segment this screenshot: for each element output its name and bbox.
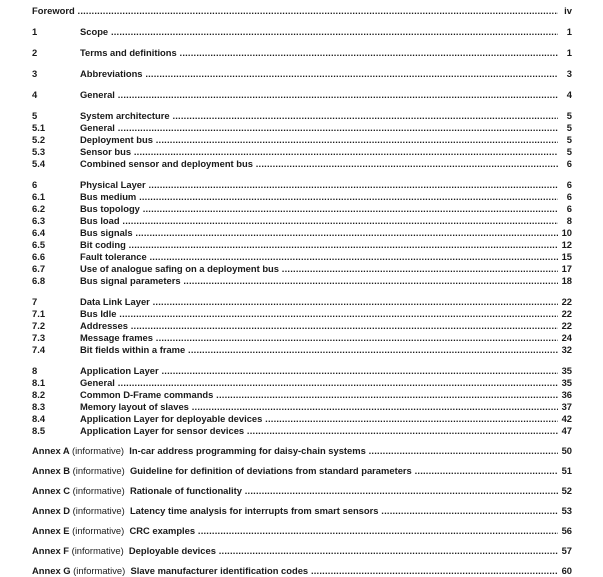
- toc-page: 3: [566, 68, 572, 79]
- toc-entry-5-1[interactable]: [32, 122, 572, 134]
- toc-title: Use of analogue safing on a deployment bus: [80, 263, 279, 274]
- toc-page: 47: [561, 425, 572, 436]
- toc-page: 32: [561, 344, 572, 355]
- annex-label: Annex B: [32, 465, 71, 476]
- toc-number: 4: [32, 89, 38, 100]
- toc-number: 7.3: [32, 332, 46, 343]
- toc-entry-annex-g[interactable]: [32, 565, 572, 577]
- table-of-contents: [32, 5, 572, 577]
- toc-title: Guideline for definition of deviations from standard parameters: [129, 465, 412, 476]
- annex-label: Annex A: [32, 445, 70, 456]
- annex-informative: (informative): [72, 465, 125, 476]
- toc-number: 8.3: [32, 401, 46, 412]
- annex-label: Annex C: [32, 485, 71, 496]
- annex-label: Annex G: [32, 565, 71, 576]
- toc-number: 5.3: [32, 146, 46, 157]
- toc-page: 10: [561, 227, 572, 238]
- toc-page: 42: [561, 413, 572, 424]
- toc-title: Foreword: [32, 5, 75, 16]
- toc-title: Abbreviations: [80, 68, 143, 79]
- toc-page: 53: [561, 505, 572, 516]
- toc-entry-annex-d[interactable]: [32, 505, 572, 517]
- toc-number: 5.1: [32, 122, 46, 133]
- annex-label: Annex F: [32, 545, 69, 556]
- toc-entry-6-5[interactable]: [32, 239, 572, 251]
- toc-number: 8.4: [32, 413, 46, 424]
- toc-page: 35: [561, 377, 572, 388]
- toc-number: 6.7: [32, 263, 46, 274]
- toc-title: Common D-Frame commands: [80, 389, 214, 400]
- toc-page: 36: [561, 389, 572, 400]
- toc-entry-1[interactable]: [32, 26, 572, 38]
- toc-page: 6: [566, 179, 572, 190]
- toc-entry-8[interactable]: [32, 365, 572, 377]
- toc-number: 2: [32, 47, 38, 58]
- toc-entry-7-2[interactable]: [32, 320, 572, 332]
- toc-entry-6[interactable]: [32, 179, 572, 191]
- toc-entry-5-3[interactable]: [32, 146, 572, 158]
- toc-title: General: [80, 377, 115, 388]
- annex-informative: (informative): [72, 525, 125, 536]
- toc-title: Rationale of functionality: [129, 485, 242, 496]
- toc-entry-6-8[interactable]: [32, 275, 572, 287]
- toc-title: Bus medium: [80, 191, 137, 202]
- toc-entry-5-4[interactable]: [32, 158, 572, 170]
- toc-entry-7-3[interactable]: [32, 332, 572, 344]
- annex-informative: (informative): [71, 545, 124, 556]
- toc-number: 7.1: [32, 308, 46, 319]
- toc-number: 1: [32, 26, 38, 37]
- toc-title: Bus signals: [80, 227, 133, 238]
- toc-title: Latency time analysis for interrupts from smart sensors: [129, 505, 379, 516]
- toc-page: 18: [561, 275, 572, 286]
- toc-page: 4: [566, 89, 572, 100]
- toc-entry-annex-c[interactable]: [32, 485, 572, 497]
- toc-entry-8-2[interactable]: [32, 389, 572, 401]
- toc-entry-7-4[interactable]: [32, 344, 572, 356]
- annex-informative: (informative): [72, 485, 125, 496]
- toc-title: Application Layer for deployable devices: [80, 413, 263, 424]
- toc-page: 6: [566, 158, 572, 169]
- toc-page: 60: [561, 565, 572, 576]
- toc-number: 6.3: [32, 215, 46, 226]
- toc-page: 22: [561, 320, 572, 331]
- toc-number: 5.2: [32, 134, 46, 145]
- toc-title: Combined sensor and deployment bus: [80, 158, 253, 169]
- toc-page: 5: [566, 110, 572, 121]
- toc-title: General: [80, 89, 115, 100]
- toc-title: Deployable devices: [128, 545, 216, 556]
- toc-number: 6.1: [32, 191, 46, 202]
- toc-entry-2[interactable]: [32, 47, 572, 59]
- toc-title: Fault tolerance: [80, 251, 147, 262]
- toc-title: General: [80, 122, 115, 133]
- toc-title: Physical Layer: [80, 179, 146, 190]
- toc-number: 5.4: [32, 158, 46, 169]
- toc-entry-8-4[interactable]: [32, 413, 572, 425]
- toc-page: 1: [566, 26, 572, 37]
- toc-page: iv: [564, 5, 572, 16]
- toc-number: 3: [32, 68, 38, 79]
- toc-entry-7[interactable]: [32, 296, 572, 308]
- toc-entry-annex-f[interactable]: [32, 545, 572, 557]
- toc-page: 22: [561, 308, 572, 319]
- toc-title: Deployment bus: [80, 134, 153, 145]
- toc-title: Data Link Layer: [80, 296, 150, 307]
- toc-page: 52: [561, 485, 572, 496]
- toc-entry-3[interactable]: [32, 68, 572, 80]
- toc-entry-8-5[interactable]: [32, 425, 572, 437]
- toc-title: In-car address programming for daisy-chain systems: [129, 445, 366, 456]
- annex-label: Annex E: [32, 525, 70, 536]
- toc-number: 6.6: [32, 251, 46, 262]
- toc-title: System architecture: [80, 110, 170, 121]
- toc-page: 17: [561, 263, 572, 274]
- toc-page: 50: [561, 445, 572, 456]
- toc-page: 37: [561, 401, 572, 412]
- toc-page: 22: [561, 296, 572, 307]
- annex-informative: (informative): [72, 505, 125, 516]
- annex-label: Annex D: [32, 505, 71, 516]
- toc-page: 24: [561, 332, 572, 343]
- toc-page: 6: [566, 191, 572, 202]
- toc-entry-5-2[interactable]: [32, 134, 572, 146]
- annex-informative: (informative): [71, 445, 125, 456]
- toc-number: 6.8: [32, 275, 46, 286]
- toc-title: Terms and definitions: [80, 47, 177, 58]
- toc-page: 56: [561, 525, 572, 536]
- toc-entry-annex-b[interactable]: [32, 465, 572, 477]
- toc-page: 5: [566, 146, 572, 157]
- toc-number: 8.1: [32, 377, 46, 388]
- toc-entry-8-3[interactable]: [32, 401, 572, 413]
- toc-title: Bus load: [80, 215, 120, 226]
- toc-number: 7: [32, 296, 38, 307]
- toc-number: 6.5: [32, 239, 46, 250]
- toc-title: Addresses: [80, 320, 128, 331]
- toc-number: 8.5: [32, 425, 46, 436]
- toc-entry-6-6[interactable]: [32, 251, 572, 263]
- toc-entry-annex-a[interactable]: [32, 445, 572, 457]
- toc-title: CRC examples: [129, 525, 196, 536]
- toc-title: Application Layer: [80, 365, 159, 376]
- toc-title: Scope: [80, 26, 109, 37]
- toc-entry-6-3[interactable]: [32, 215, 572, 227]
- toc-page: 15: [561, 251, 572, 262]
- toc-page: 5: [566, 122, 572, 133]
- toc-entry-foreword[interactable]: [32, 5, 572, 17]
- toc-number: 6: [32, 179, 38, 190]
- toc-page: 35: [561, 365, 572, 376]
- toc-entry-7-1[interactable]: [32, 308, 572, 320]
- toc-number: 7.2: [32, 320, 46, 331]
- toc-title: Application Layer for sensor devices: [80, 425, 245, 436]
- toc-number: 6.4: [32, 227, 46, 238]
- toc-page: 12: [561, 239, 572, 250]
- toc-number: 6.2: [32, 203, 46, 214]
- toc-entry-8-1[interactable]: [32, 377, 572, 389]
- toc-entry-6-2[interactable]: [32, 203, 572, 215]
- annex-informative: (informative): [73, 565, 126, 576]
- toc-page: 8: [566, 215, 572, 226]
- toc-number: 5: [32, 110, 38, 121]
- toc-title: Slave manufacturer identification codes: [130, 565, 309, 576]
- toc-title: Bus topology: [80, 203, 140, 214]
- toc-title: Bus Idle: [80, 308, 117, 319]
- toc-entry-6-4[interactable]: [32, 227, 572, 239]
- toc-title: Bit fields within a frame: [80, 344, 186, 355]
- toc-title: Sensor bus: [80, 146, 132, 157]
- toc-title: Bit coding: [80, 239, 126, 250]
- toc-title: Message frames: [80, 332, 153, 343]
- toc-page: 6: [566, 203, 572, 214]
- toc-number: 8.2: [32, 389, 46, 400]
- toc-title: Bus signal parameters: [80, 275, 181, 286]
- toc-entry-6-1[interactable]: [32, 191, 572, 203]
- toc-page: 5: [566, 134, 572, 145]
- toc-title: Memory layout of slaves: [80, 401, 189, 412]
- toc-page: 51: [561, 465, 572, 476]
- toc-entry-6-7[interactable]: [32, 263, 572, 275]
- toc-entry-4[interactable]: [32, 89, 572, 101]
- toc-number: 7.4: [32, 344, 46, 355]
- toc-number: 8: [32, 365, 38, 376]
- toc-page: 1: [566, 47, 572, 58]
- toc-page: 57: [561, 545, 572, 556]
- toc-entry-5[interactable]: [32, 110, 572, 122]
- toc-entry-annex-e[interactable]: [32, 525, 572, 537]
